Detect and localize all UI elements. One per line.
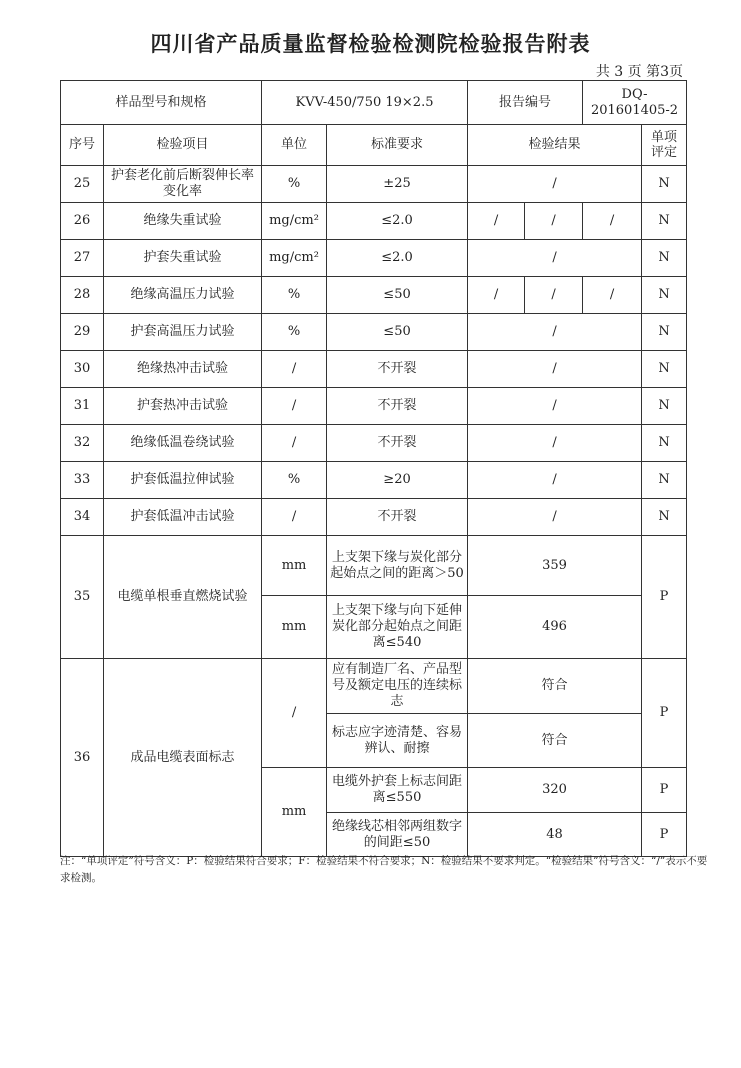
requirement: 应有制造厂名、产品型号及额定电压的连续标志 [327, 659, 468, 714]
result: 48 [468, 813, 642, 857]
unit: mm [262, 596, 327, 659]
result-sample: / [583, 277, 642, 314]
test-item: 护套失重试验 [104, 240, 262, 277]
result: 359 [468, 536, 642, 596]
page-title: 四川省产品质量监督检验检测院检验报告附表 [150, 32, 591, 56]
verdict: N [642, 314, 687, 351]
requirement: 上支架下缘与炭化部分起始点之间的距离＞50 [327, 536, 468, 596]
verdict: N [642, 462, 687, 499]
requirement: ≤2.0 [327, 240, 468, 277]
result: / [468, 314, 642, 351]
table-row [61, 659, 687, 714]
table-row [61, 499, 687, 536]
row-number: 36 [61, 659, 104, 857]
report-number-value: DQ-201601405-2 [583, 81, 687, 125]
unit: mg/cm² [262, 203, 327, 240]
unit: / [262, 351, 327, 388]
unit: / [262, 388, 327, 425]
report-number-label: 报告编号 [468, 81, 583, 125]
unit: / [262, 499, 327, 536]
result: 符合 [468, 659, 642, 714]
verdict: P [642, 768, 687, 813]
meta-row [61, 81, 687, 125]
unit: % [262, 314, 327, 351]
test-item: 绝缘高温压力试验 [104, 277, 262, 314]
table-row [61, 166, 687, 203]
verdict: N [642, 240, 687, 277]
row-number: 34 [61, 499, 104, 536]
result-sample: / [583, 203, 642, 240]
table-row [61, 388, 687, 425]
requirement: 不开裂 [327, 425, 468, 462]
unit: % [262, 462, 327, 499]
requirement: 不开裂 [327, 499, 468, 536]
model-label: 样品型号和规格 [61, 81, 262, 125]
col-header-result: 检验结果 [468, 125, 642, 166]
row-number: 25 [61, 166, 104, 203]
row-number: 26 [61, 203, 104, 240]
test-item: 护套高温压力试验 [104, 314, 262, 351]
col-header-no: 序号 [61, 125, 104, 166]
table-row [61, 314, 687, 351]
result: 320 [468, 768, 642, 813]
test-item: 护套热冲击试验 [104, 388, 262, 425]
result-sample: / [525, 277, 583, 314]
column-header-row [61, 125, 687, 166]
verdict: N [642, 351, 687, 388]
result: / [468, 388, 642, 425]
test-item: 护套低温拉伸试验 [104, 462, 262, 499]
col-header-requirement: 标准要求 [327, 125, 468, 166]
row-number: 31 [61, 388, 104, 425]
verdict: N [642, 203, 687, 240]
table-row [61, 203, 687, 240]
requirement: 不开裂 [327, 388, 468, 425]
requirement: 上支架下缘与向下延伸炭化部分起始点之间距离≤540 [327, 596, 468, 659]
result: / [468, 351, 642, 388]
table-row [61, 277, 687, 314]
row-number: 35 [61, 536, 104, 659]
test-item: 成品电缆表面标志 [104, 659, 262, 857]
requirement: 不开裂 [327, 351, 468, 388]
test-item: 护套老化前后断裂伸长率变化率 [104, 166, 262, 203]
test-item: 护套低温冲击试验 [104, 499, 262, 536]
test-item: 绝缘失重试验 [104, 203, 262, 240]
result: 符合 [468, 714, 642, 768]
table-row [61, 425, 687, 462]
verdict: N [642, 499, 687, 536]
table-row [61, 240, 687, 277]
unit: mm [262, 768, 327, 857]
row-number: 32 [61, 425, 104, 462]
unit: mg/cm² [262, 240, 327, 277]
model-value: KVV-450/750 19×2.5 [262, 81, 468, 125]
result: / [468, 462, 642, 499]
test-item: 电缆单根垂直燃烧试验 [104, 536, 262, 659]
row-number: 30 [61, 351, 104, 388]
requirement: ≥20 [327, 462, 468, 499]
requirement: ±25 [327, 166, 468, 203]
requirement: 电缆外护套上标志间距离≤550 [327, 768, 468, 813]
footnote: 注：“单项评定”符号含义：P：检验结果符合要求；F：检验结果不符合要求；N：检验结果不要求判定。“检验结果”符号含义：“/”表示不要求检测。 [60, 855, 708, 884]
result: / [468, 240, 642, 277]
requirement: ≤50 [327, 277, 468, 314]
page-number: 共 3 页 第3页 [595, 64, 683, 80]
requirement: ≤50 [327, 314, 468, 351]
verdict: N [642, 277, 687, 314]
verdict: N [642, 166, 687, 203]
result-sample: / [525, 203, 583, 240]
verdict: N [642, 425, 687, 462]
verdict: P [642, 813, 687, 857]
result: / [468, 166, 642, 203]
verdict: N [642, 388, 687, 425]
result: 496 [468, 596, 642, 659]
test-item: 绝缘低温卷绕试验 [104, 425, 262, 462]
verdict: P [642, 659, 687, 768]
requirement: 绝缘线芯相邻两组数字的间距≤50 [327, 813, 468, 857]
unit: / [262, 659, 327, 768]
verdict: P [642, 536, 687, 659]
unit: % [262, 277, 327, 314]
requirement: 标志应字迹清楚、容易辨认、耐擦 [327, 714, 468, 768]
row-number: 28 [61, 277, 104, 314]
unit: / [262, 425, 327, 462]
row-number: 27 [61, 240, 104, 277]
test-item: 绝缘热冲击试验 [104, 351, 262, 388]
row-number: 33 [61, 462, 104, 499]
table-row [61, 462, 687, 499]
result: / [468, 499, 642, 536]
table-row [61, 536, 687, 596]
result-sample: / [468, 203, 525, 240]
row-number: 29 [61, 314, 104, 351]
unit: % [262, 166, 327, 203]
unit: mm [262, 536, 327, 596]
col-header-verdict: 单项评定 [642, 125, 687, 166]
result: / [468, 425, 642, 462]
result-sample: / [468, 277, 525, 314]
col-header-item: 检验项目 [104, 125, 262, 166]
requirement: ≤2.0 [327, 203, 468, 240]
col-header-unit: 单位 [262, 125, 327, 166]
report-table [60, 80, 687, 857]
table-row [61, 351, 687, 388]
